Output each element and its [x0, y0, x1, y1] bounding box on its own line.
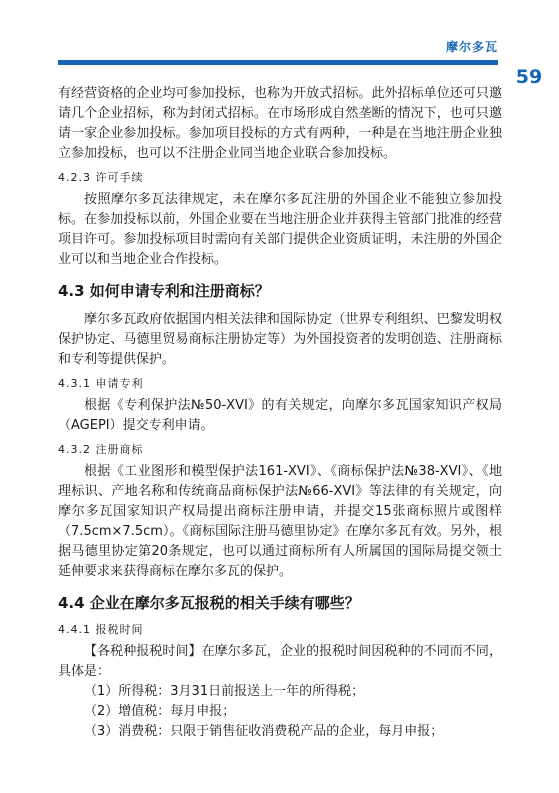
heading-4-4: 4.4 企业在摩尔多瓦报税的相关手续有哪些？	[58, 594, 360, 612]
paragraph-4-2-3: 按照摩尔多瓦法律规定，未在摩尔多瓦注册的外国企业不能独立参加投标。在参加投标以前，外国企业要在当地注册企业并获得主管部门批准的经营项目许可。参加投标项目时需向有关部门提供企业资质证明，未注册的外国企业可以和当地企业合作投标。	[58, 192, 502, 267]
heading-4-4-1: 4.4.1 报税时间	[58, 623, 144, 636]
header-title: 摩尔多瓦	[445, 40, 498, 54]
paragraph-intro: 有经营资格的企业均可参加投标，也称为开放式招标。此外招标单位还可只邀请几个企业招标，称为封闭式招标。在市场形成自然垄断的情况下，也可只邀请一家企业参加投标。参加项目投标的方式有两种，一种是在当地注册企业独立参加投标，也可以不注册企业同当地企业联合参加投标。	[58, 86, 502, 161]
list-item-excise-tax: （3）消费税：只限于销售征收消费税产品的企业，每月申报；	[84, 724, 444, 739]
page-content	[58, 84, 502, 742]
paragraph-4-3-1: 根据《专利保护法№50-XVI》的有关规定，向摩尔多瓦国家知识产权局（AGEPI）提交专利申请。	[58, 398, 502, 433]
header-bar	[58, 60, 498, 65]
heading-4-3-1: 4.3.1 申请专利	[58, 377, 144, 390]
paragraph-4-3-2: 根据《工业图形和模型保护法161-XVI》、《商标保护法№38-XVI》、《地理标识、产地名称和传统商品商标保护法№66-XVI》等法律的有关规定，向摩尔多瓦国家知识产权局提出商标注册申请，并提交15张商标照片或图样（7.5cm×7.5cm）。《商标国际注册马德里协定》在摩尔多瓦有效。另外，根据马德里协定第20条规定，也可以通过商标所有人所属国的国际局提交领土延伸要求来获得商标在摩尔多瓦的保护。	[58, 464, 502, 579]
heading-4-2-3: 4.2.3 许可手续	[58, 171, 144, 184]
paragraph-4-3: 摩尔多瓦政府依据国内相关法律和国际协定（世界专利组织、巴黎发明权保护协定、马德里贸易商标注册协定等）为外国投资者的发明创造、注册商标和专利等提供保护。	[58, 312, 502, 367]
heading-4-3-2: 4.3.2 注册商标	[58, 443, 144, 456]
list-item-income-tax: （1）所得税：3月31日前报送上一年的所得税；	[84, 684, 365, 699]
paragraph-4-4-1: 【各税种报税时间】在摩尔多瓦，企业的报税时间因税种的不同而不同，具体是：	[58, 644, 502, 679]
heading-4-3: 4.3 如何申请专利和注册商标？	[58, 282, 270, 300]
page-number: 59	[515, 66, 543, 88]
list-item-vat: （2）增值税：每月申报；	[84, 704, 236, 719]
